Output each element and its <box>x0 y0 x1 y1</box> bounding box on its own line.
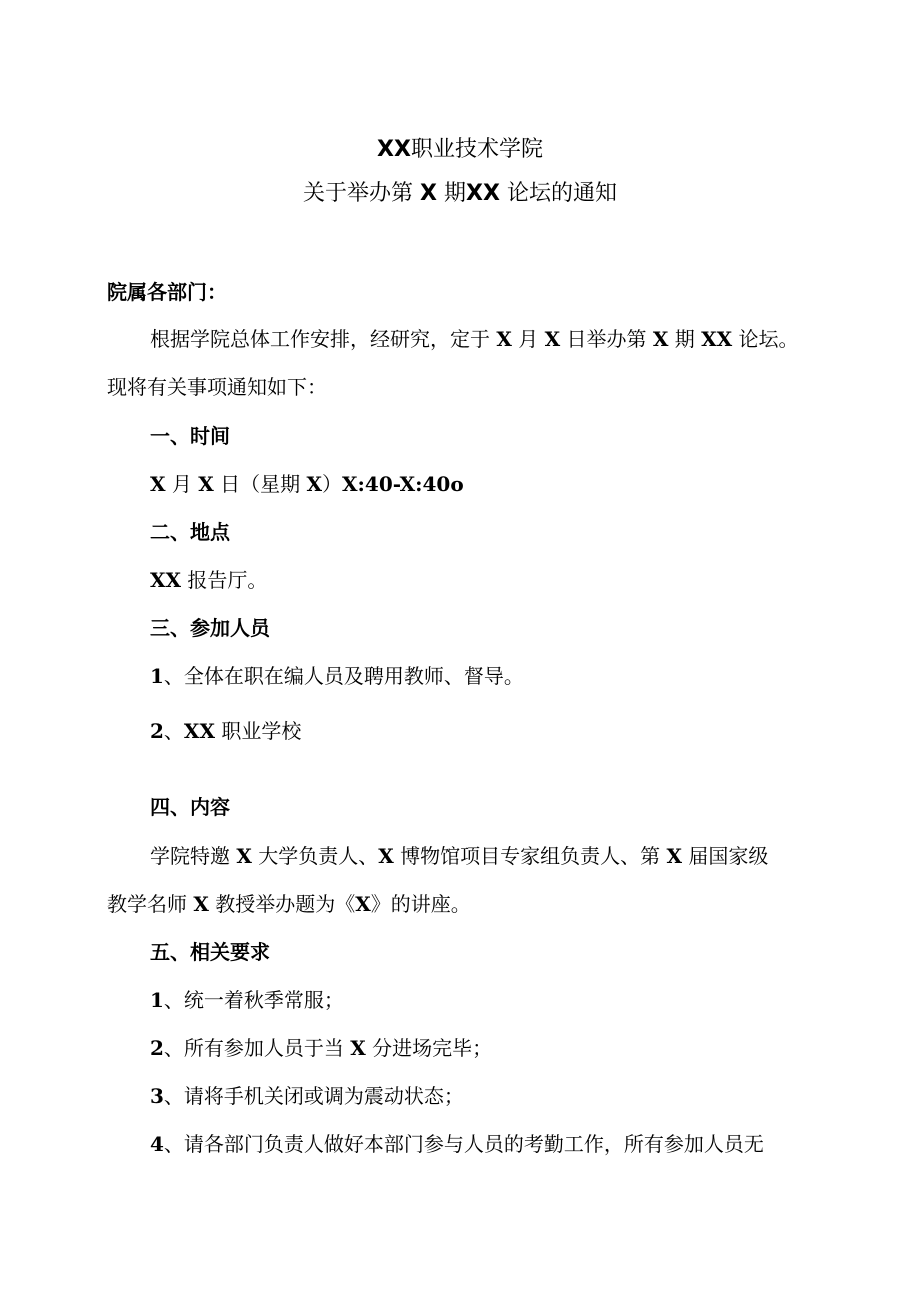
intro-paragraph-line2: 现将有关事项通知如下： <box>107 375 327 399</box>
section-time-value: X 月 X 日（星期 X）X:40-X:40o <box>150 472 464 496</box>
section-attendees-heading: 三、参加人员 <box>150 616 270 640</box>
attendee-item-1: 1、全体在职在编人员及聘用教师、督导。 <box>150 664 524 688</box>
document-title-line1: XX职业技术学院 <box>377 137 543 162</box>
document-title-line2: 关于举办第 X 期XX 论坛的通知 <box>303 181 617 206</box>
intro-paragraph-line1: 根据学院总体工作安排，经研究，定于 X 月 X 日举办第 X 期 XX 论坛。 <box>150 327 799 351</box>
section-content-heading: 四、内容 <box>150 795 230 819</box>
requirement-item-2: 2、所有参加人员于当 X 分进场完毕； <box>150 1036 493 1060</box>
requirement-item-4: 4、请各部门负责人做好本部门参与人员的考勤工作，所有参加人员无 <box>150 1132 764 1156</box>
requirement-item-1: 1、统一着秋季常服； <box>150 988 344 1012</box>
section-requirements-heading: 五、相关要求 <box>150 940 270 964</box>
section-content-line2: 教学名师 X 教授举办题为《X》的讲座。 <box>107 892 471 916</box>
section-content-line1: 学院特邀 X 大学负责人、X 博物馆项目专家组负责人、第 X 届国家级 <box>150 844 769 868</box>
section-place-value: XX 报告厅。 <box>150 568 268 592</box>
salutation: 院属各部门： <box>107 280 227 304</box>
attendee-item-2: 2、XX 职业学校 <box>150 719 302 743</box>
section-place-heading: 二、地点 <box>150 520 230 544</box>
requirement-item-3: 3、请将手机关闭或调为震动状态； <box>150 1084 464 1108</box>
section-time-heading: 一、时间 <box>150 424 230 448</box>
